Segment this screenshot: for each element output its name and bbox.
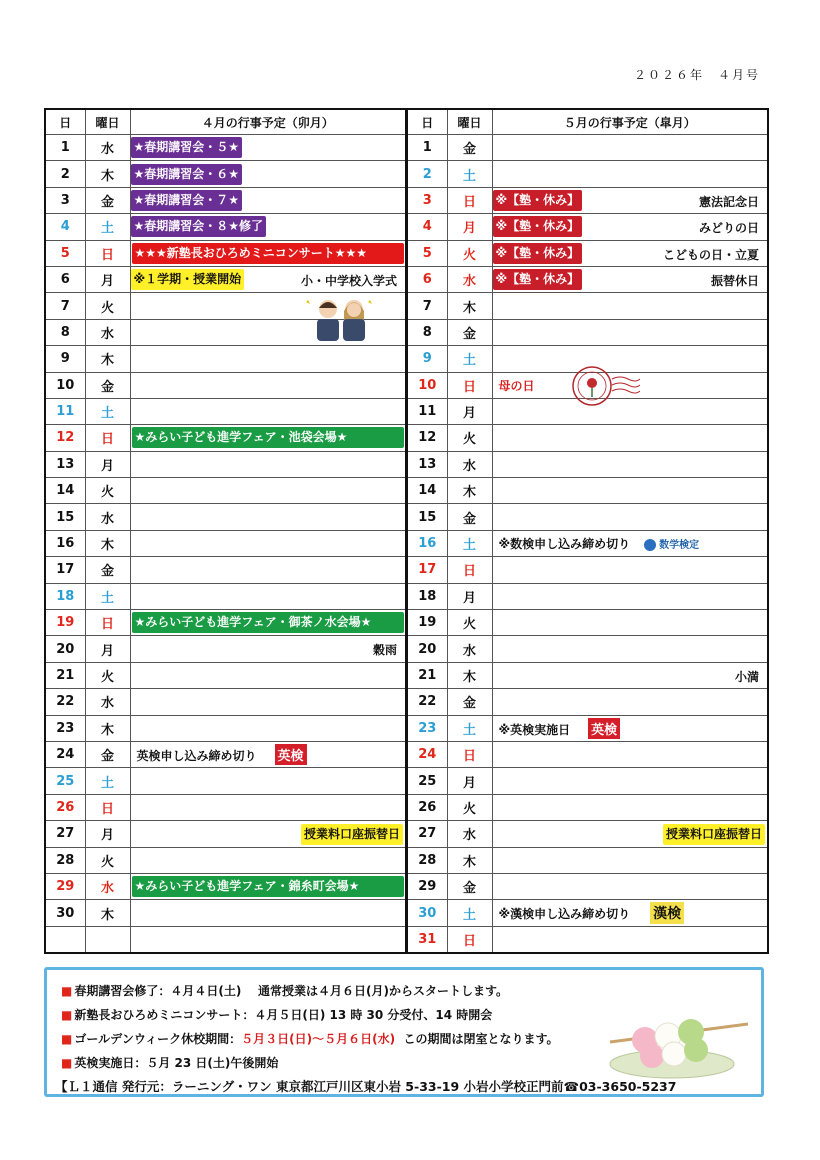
event-spring-course-8: ★春期講習会・８★修了 — [131, 216, 267, 237]
event-cell — [492, 214, 768, 240]
day-number: 27 — [45, 821, 85, 847]
eiken-logo: 英検 — [275, 744, 307, 765]
may-title: ５月の行事予定（皐月） — [492, 109, 768, 135]
event-cell — [492, 161, 768, 187]
day-number: 3 — [45, 187, 85, 213]
event-spring-course-7: ★春期講習会・７★ — [131, 190, 243, 211]
calendar-row — [45, 847, 406, 873]
day-number: 19 — [407, 610, 447, 636]
day-number: 23 — [45, 715, 85, 741]
notice-concert-text: 新塾長おひろめミニコンサート：４月５日(日) 13 時 30 分受付、14 時開会 — [74, 1008, 493, 1022]
day-number: 2 — [407, 161, 447, 187]
weekday: 火 — [447, 610, 492, 636]
calendar-row — [45, 662, 406, 688]
weekday: 月 — [85, 636, 130, 662]
weekday: 土 — [447, 530, 492, 556]
calendar-row — [45, 266, 406, 292]
event-constitution-day: 憲法記念日 — [698, 194, 759, 209]
event-tuition-debit: 授業料口座振替日 — [663, 824, 765, 845]
event-cell — [492, 821, 768, 847]
day-number: 20 — [45, 636, 85, 662]
day-number: 10 — [45, 372, 85, 398]
weekday: 火 — [85, 293, 130, 319]
event-cell — [130, 900, 406, 926]
calendar-row — [407, 214, 768, 240]
event-eiken-deadline: 英検申し込み締め切り — [136, 749, 257, 764]
weekday: 日 — [85, 794, 130, 820]
event-cell — [492, 451, 768, 477]
day-number: 13 — [407, 451, 447, 477]
event-cell — [130, 372, 406, 398]
event-fair-ikebukuro: ★みらい子ども進学フェア・池袋会場★ — [132, 427, 405, 448]
weekday: 土 — [85, 768, 130, 794]
weekday: 月 — [85, 266, 130, 292]
weekday: 火 — [447, 425, 492, 451]
day-number: 14 — [407, 478, 447, 504]
weekday: 火 — [85, 662, 130, 688]
day-number: 16 — [45, 530, 85, 556]
weekday: 木 — [85, 715, 130, 741]
weekday: 火 — [447, 240, 492, 266]
day-number: 22 — [407, 689, 447, 715]
weekday: 日 — [447, 741, 492, 767]
calendar-row — [45, 240, 406, 266]
closed-badge: ※【塾・休み】 — [493, 243, 583, 264]
calendar-row — [45, 346, 406, 372]
day-number: 4 — [407, 214, 447, 240]
event-cell — [492, 610, 768, 636]
event-entrance-ceremony: 小・中学校入学式 — [300, 273, 397, 288]
dango-illustration — [600, 1002, 750, 1084]
weekday: 木 — [85, 346, 130, 372]
weekday: 木 — [85, 900, 130, 926]
event-cell — [130, 451, 406, 477]
day-number: 26 — [45, 794, 85, 820]
event-cell — [130, 425, 406, 451]
weekday-header: 曜日 — [447, 109, 492, 135]
calendar-row — [407, 319, 768, 345]
weekday: 月 — [85, 451, 130, 477]
day-number: 9 — [45, 346, 85, 372]
day-number: 10 — [407, 372, 447, 398]
event-cell — [492, 293, 768, 319]
calendar-row — [407, 662, 768, 688]
day-number: 17 — [407, 557, 447, 583]
event-cell — [130, 715, 406, 741]
event-kokuu: 穀雨 — [372, 643, 397, 658]
event-cell — [492, 794, 768, 820]
event-cell — [130, 794, 406, 820]
weekday: 水 — [85, 319, 130, 345]
calendar-row — [45, 715, 406, 741]
event-cell — [130, 662, 406, 688]
closed-badge: ※【塾・休み】 — [493, 190, 583, 211]
calendar-row — [45, 398, 406, 424]
event-cell — [130, 847, 406, 873]
day-number: 31 — [407, 926, 447, 953]
event-cell — [130, 504, 406, 530]
weekday: 木 — [447, 847, 492, 873]
day-number: 29 — [407, 873, 447, 899]
notice-golden-week — [61, 1030, 559, 1047]
day-number: 27 — [407, 821, 447, 847]
weekday: 水 — [85, 135, 130, 161]
calendar-row — [407, 926, 768, 953]
weekday: 月 — [85, 821, 130, 847]
calendar-row — [45, 873, 406, 899]
day-number: 6 — [407, 266, 447, 292]
weekday: 金 — [447, 689, 492, 715]
calendar-row — [45, 504, 406, 530]
day-number: 16 — [407, 530, 447, 556]
day-number: 26 — [407, 794, 447, 820]
calendar-row — [45, 557, 406, 583]
day-number — [45, 926, 85, 953]
calendar-row — [45, 926, 406, 953]
weekday: 金 — [85, 187, 130, 213]
calendar-row — [45, 161, 406, 187]
event-cell — [492, 926, 768, 953]
weekday: 日 — [447, 926, 492, 953]
calendar-row — [45, 768, 406, 794]
day-number: 25 — [45, 768, 85, 794]
calendar-row — [407, 900, 768, 926]
event-term-start: ※１学期・授業開始 — [131, 269, 245, 290]
notice-spring-end-text: 春期講習会修了：４月４日(土) — [74, 984, 242, 998]
calendar-row — [407, 847, 768, 873]
day-number: 8 — [45, 319, 85, 345]
calendar-row — [407, 451, 768, 477]
event-fair-kinshicho: ★みらい子ども進学フェア・錦糸町会場★ — [132, 876, 405, 897]
event-cell — [130, 583, 406, 609]
event-mini-concert: ★★★新塾長おひろめミニコンサート★★★ — [132, 243, 405, 264]
event-shoman: 小満 — [734, 669, 759, 684]
event-cell — [130, 636, 406, 662]
event-cell — [130, 741, 406, 767]
calendar-row — [407, 135, 768, 161]
april-title: ４月の行事予定（卯月） — [130, 109, 406, 135]
calendar-row — [407, 794, 768, 820]
event-eiken-exam: ※英検実施日 — [498, 722, 571, 737]
publisher-footer: 【Ｌ１通信 発行元：ラーニング・ワン 東京都江戸川区東小岩 5-33-19 小岩小学校正門前☎03-3650-5237 — [55, 1079, 677, 1094]
may-calendar — [406, 108, 769, 954]
bullet-icon: ■ — [61, 984, 73, 998]
event-cell — [130, 873, 406, 899]
weekday: 木 — [85, 161, 130, 187]
event-cell — [130, 530, 406, 556]
calendar-row — [45, 794, 406, 820]
calendar-row — [407, 504, 768, 530]
calendar-row — [407, 478, 768, 504]
day-number: 30 — [45, 900, 85, 926]
kanken-logo: 漢検 — [650, 902, 684, 924]
notice-gw-closed: この期間は閉室となります。 — [403, 1032, 559, 1046]
day-number: 28 — [45, 847, 85, 873]
weekday: 日 — [447, 557, 492, 583]
day-number: 7 — [45, 293, 85, 319]
calendar-row — [407, 821, 768, 847]
weekday: 火 — [85, 478, 130, 504]
event-cell — [492, 478, 768, 504]
event-cell — [492, 689, 768, 715]
students-illustration — [306, 296, 376, 342]
day-number: 30 — [407, 900, 447, 926]
weekday: 金 — [447, 504, 492, 530]
day-number: 5 — [45, 240, 85, 266]
calendar-row — [45, 689, 406, 715]
event-cell — [130, 478, 406, 504]
day-number: 14 — [45, 478, 85, 504]
weekday: 水 — [85, 873, 130, 899]
weekday: 火 — [447, 794, 492, 820]
day-number: 2 — [45, 161, 85, 187]
event-cell — [130, 135, 406, 161]
event-cell — [130, 926, 406, 953]
calendar-row — [407, 240, 768, 266]
calendar-row — [407, 583, 768, 609]
notice-gw-label: ゴールデンウィーク休校期間： — [74, 1032, 242, 1046]
weekday: 金 — [447, 135, 492, 161]
weekday: 火 — [85, 847, 130, 873]
event-childrens-day: こどもの日・立夏 — [662, 247, 759, 262]
weekday: 土 — [85, 214, 130, 240]
day-number: 22 — [45, 689, 85, 715]
weekday: 水 — [85, 504, 130, 530]
event-cell — [492, 662, 768, 688]
calendar-row — [45, 583, 406, 609]
day-number: 5 — [407, 240, 447, 266]
event-cell — [492, 425, 768, 451]
calendar-row — [407, 557, 768, 583]
weekday: 木 — [447, 293, 492, 319]
day-number: 17 — [45, 557, 85, 583]
calendar-row — [45, 425, 406, 451]
weekday: 水 — [85, 689, 130, 715]
calendar-row — [45, 135, 406, 161]
event-substitute-holiday: 振替休日 — [710, 273, 759, 288]
event-cell — [130, 214, 406, 240]
weekday: 木 — [85, 530, 130, 556]
weekday: 金 — [85, 557, 130, 583]
day-number: 9 — [407, 346, 447, 372]
weekday: 日 — [447, 187, 492, 213]
event-kanken-deadline: ※漢検申し込み締め切り — [498, 907, 631, 922]
weekday: 金 — [447, 873, 492, 899]
closed-badge: ※【塾・休み】 — [493, 269, 583, 290]
day-number: 4 — [45, 214, 85, 240]
event-greenery-day: みどりの日 — [698, 221, 759, 236]
calendar-row — [407, 636, 768, 662]
weekday: 金 — [447, 319, 492, 345]
weekday: 水 — [447, 266, 492, 292]
day-number: 15 — [407, 504, 447, 530]
calendar-row — [407, 741, 768, 767]
notice-eiken-text: 英検実施日：５月 23 日(土)午後開始 — [74, 1056, 279, 1070]
calendar-row — [407, 530, 768, 556]
day-number: 12 — [45, 425, 85, 451]
weekday: 月 — [447, 583, 492, 609]
event-cell — [130, 346, 406, 372]
event-cell — [492, 187, 768, 213]
weekday: 日 — [85, 425, 130, 451]
day-number: 1 — [407, 135, 447, 161]
event-cell — [492, 636, 768, 662]
calendar-row — [407, 610, 768, 636]
event-cell — [130, 557, 406, 583]
weekday: 土 — [447, 346, 492, 372]
day-number: 18 — [407, 583, 447, 609]
event-cell — [492, 873, 768, 899]
weekday: 日 — [85, 610, 130, 636]
weekday: 土 — [85, 583, 130, 609]
day-number: 12 — [407, 425, 447, 451]
closed-badge: ※【塾・休み】 — [493, 216, 583, 237]
mothers-day-stamp — [566, 365, 640, 407]
calendar-row — [45, 530, 406, 556]
event-cell — [130, 161, 406, 187]
weekday: 日 — [447, 372, 492, 398]
day-number: 19 — [45, 610, 85, 636]
bullet-icon: ■ — [61, 1032, 73, 1046]
event-cell — [130, 610, 406, 636]
event-cell — [492, 240, 768, 266]
calendar-row — [45, 610, 406, 636]
calendar-row — [45, 478, 406, 504]
event-cell — [130, 821, 406, 847]
notice-regular-class: 通常授業は４月６日(月)からスタートします。 — [258, 984, 509, 998]
weekday: 土 — [85, 398, 130, 424]
day-number: 23 — [407, 715, 447, 741]
day-number: 3 — [407, 187, 447, 213]
notice-spring-end — [61, 982, 508, 999]
calendar-row — [45, 741, 406, 767]
day-number: 28 — [407, 847, 447, 873]
suken-logo — [644, 536, 699, 551]
event-suken-deadline: ※数検申し込み締め切り — [498, 537, 631, 552]
april-calendar — [44, 108, 407, 954]
event-cell — [130, 266, 406, 292]
issue-date: ２０２６年 ４月号 — [633, 68, 760, 82]
day-number: 25 — [407, 768, 447, 794]
calendar-row — [45, 900, 406, 926]
weekday: 金 — [85, 741, 130, 767]
weekday: 月 — [447, 214, 492, 240]
suken-logo-text: 数学検定 — [659, 540, 700, 552]
day-number: 21 — [45, 662, 85, 688]
event-spring-course-5: ★春期講習会・５★ — [131, 137, 243, 158]
event-cell — [492, 583, 768, 609]
day-number: 29 — [45, 873, 85, 899]
calendar-row — [407, 425, 768, 451]
calendar-row — [407, 187, 768, 213]
day-header: 日 — [45, 109, 85, 135]
event-cell — [492, 266, 768, 292]
event-cell — [492, 530, 768, 556]
calendar-row — [45, 451, 406, 477]
day-number: 24 — [407, 741, 447, 767]
weekday: 金 — [85, 372, 130, 398]
bullet-icon: ■ — [61, 1056, 73, 1070]
calendar-row — [407, 768, 768, 794]
calendar-row — [407, 715, 768, 741]
event-cell — [492, 847, 768, 873]
calendar-row — [407, 689, 768, 715]
event-cell — [492, 557, 768, 583]
suken-icon — [644, 539, 656, 551]
event-mothers-day: 母の日 — [498, 378, 535, 393]
event-cell — [130, 398, 406, 424]
weekday: 土 — [447, 161, 492, 187]
event-cell — [130, 689, 406, 715]
day-number: 11 — [45, 398, 85, 424]
day-number: 21 — [407, 662, 447, 688]
event-cell — [492, 135, 768, 161]
weekday-header: 曜日 — [85, 109, 130, 135]
calendar-row — [45, 187, 406, 213]
weekday: 月 — [447, 768, 492, 794]
day-number: 18 — [45, 583, 85, 609]
eiken-logo: 英検 — [588, 718, 620, 739]
calendar-row — [407, 293, 768, 319]
event-fair-ochanomizu: ★みらい子ども進学フェア・御茶ノ水会場★ — [132, 612, 405, 633]
day-number: 1 — [45, 135, 85, 161]
calendar-row — [407, 873, 768, 899]
notice-gw-dates: ５月３日(日)～５月６日(水) — [241, 1032, 396, 1046]
event-cell — [492, 741, 768, 767]
event-spring-course-6: ★春期講習会・６★ — [131, 164, 243, 185]
day-number: 13 — [45, 451, 85, 477]
event-cell — [492, 504, 768, 530]
event-cell — [492, 768, 768, 794]
weekday: 木 — [447, 478, 492, 504]
event-cell — [492, 900, 768, 926]
weekday — [85, 926, 130, 953]
weekday: 土 — [447, 900, 492, 926]
day-number: 20 — [407, 636, 447, 662]
weekday: 水 — [447, 451, 492, 477]
calendar-row — [45, 372, 406, 398]
day-number: 7 — [407, 293, 447, 319]
notice-concert — [61, 1006, 492, 1023]
bullet-icon: ■ — [61, 1008, 73, 1022]
event-tuition-debit: 授業料口座振替日 — [301, 824, 403, 845]
day-number: 24 — [45, 741, 85, 767]
weekday: 日 — [85, 240, 130, 266]
calendar-row — [407, 161, 768, 187]
day-number: 6 — [45, 266, 85, 292]
day-number: 11 — [407, 398, 447, 424]
day-number: 8 — [407, 319, 447, 345]
day-header: 日 — [407, 109, 447, 135]
weekday: 水 — [447, 636, 492, 662]
event-cell — [130, 240, 406, 266]
weekday: 木 — [447, 662, 492, 688]
weekday: 土 — [447, 715, 492, 741]
calendar-row — [45, 636, 406, 662]
weekday: 水 — [447, 821, 492, 847]
calendar-row — [45, 821, 406, 847]
event-cell — [492, 715, 768, 741]
day-number: 15 — [45, 504, 85, 530]
event-cell — [130, 187, 406, 213]
event-cell — [492, 319, 768, 345]
calendar-row — [45, 214, 406, 240]
weekday: 月 — [447, 398, 492, 424]
event-cell — [130, 768, 406, 794]
notice-eiken — [61, 1054, 278, 1071]
calendar-row — [407, 266, 768, 292]
